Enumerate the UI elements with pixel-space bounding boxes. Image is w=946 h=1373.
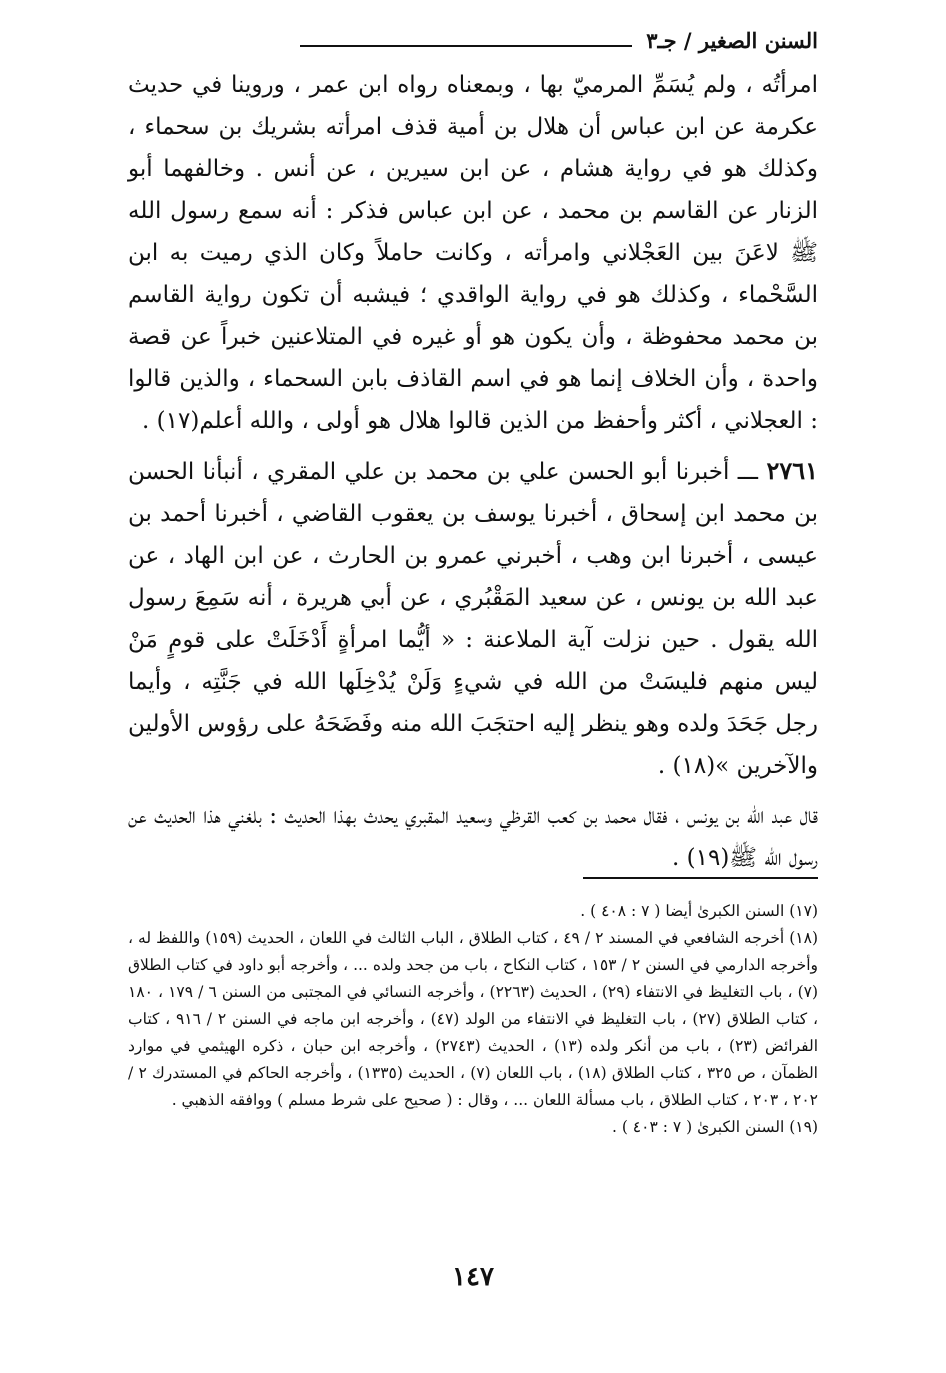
hadith-text: ـــ أخبرنا أبو الحسن علي بن محمد بن علي المقري ، أنبأنا الحسن بن محمد ابن إسحاق ، أخبرنا يوسف بن يعقوب القاضي ، أخبرنا أحمد بن عيسى ، أخبرنا ابن وهب ، أخبرني عمرو بن الحارث ، عن ابن الهاد ، عن عبد الله بن يونس ، عن سعيد المَقْبُري ، عن أبي هريرة ، أنه سَمِعَ رسول الله يقول . حين نزلت آية الملاعنة : « أيُّما امرأةٍ أَدْخَلَتْ على قومٍ مَنْ ليس منهم فليسَتْ من الله في شيءٍ وَلَنْ يُدْخِلَها الله في جَنَّتِه ، وأيما رجل جَحَدَ ولده وهو ينظر إليه احتجَبَ الله منه وفَضَحَهُ على رؤوس الأولين والآخرين »(١٨) . <box>128 459 818 779</box>
running-header <box>300 28 818 53</box>
header-rule <box>300 45 632 47</box>
footnote-18: (١٨) أخرجه الشافعي في المسند ٢ / ٤٩ ، كتاب الطلاق ، الباب الثالث في اللعان ، الحديث (١٥٩) واللفظ له ، وأخرجه الدارمي في السنن ٢ / ١٥٣ ، كتاب النكاح ، باب من جحد ولده ... ، وأخرجه أبو داود في كتاب الطلاق (٧) ، باب التغليظ في الانتفاء (٢٩) ، الحديث (٢٢٦٣) ، وأخرجه النسائي في المجتبى من السنن ٦ / ١٧٩ ، ١٨٠ ، كتاب الطلاق (٢٧) ، باب التغليظ في الانتفاء من الولد (٤٧) ، وأخرجه ابن ماجه في السنن ٢ / ٩١٦ ، كتاب الفرائض (٢٣) ، باب من أنكر ولده (١٣) ، الحديث (٢٧٤٣) ، وأخرجه ابن حبان ، ذكره الهيثمي في موارد الظمآن ، ص ٣٢٥ ، كتاب الطلاق (١٨) ، باب اللعان (٧) ، الحديث (١٣٣٥) ، وأخرجه الحاكم في المستدرك ٢ / ٢٠٢ ، ٢٠٣ ، كتاب الطلاق ، باب مسألة اللعان ... ، وقال : ( صحيح على شرط مسلم ) ووافقه الذهبي . <box>128 929 819 1109</box>
footnotes <box>128 898 818 1141</box>
paragraph-3: قال عبد الله بن يونس ، فقال محمد بن كعب القرظي وسعيد المقبري يحدث بهذا الحديث : بلغني هذا الحديث عن رسول الله ﷺ(١٩) . <box>128 803 818 871</box>
page-number: ١٤٧ <box>452 1262 494 1292</box>
footnote-17: (١٧) السنن الكبرىٰ أيضا ( ٧ : ٤٠٨ ) . <box>580 902 818 920</box>
footnote-divider <box>583 877 818 879</box>
hadith-number: ٢٧٦١ <box>766 456 818 485</box>
footnote-19: (١٩) السنن الكبرىٰ ( ٧ : ٤٠٣ ) . <box>611 1118 818 1136</box>
paragraph-1: امرأتُه ، ولم يُسَمِّ المرميّ بها ، وبمعناه رواه ابن عمر ، وروينا في حديث عكرمة عن ابن عباس أن هلال بن أمية قذف امرأته بشريك بن سحماء ، وكذلك هو في رواية هشام ، عن ابن سيرين ، عن أنس . وخالفهما أبو الزنار عن القاسم بن محمد ، عن ابن عباس فذكر : أنه سمع رسول الله ﷺ لاعَنَ بين العَجْلاني وامرأته ، وكانت حاملاً وكان الذي رميت به ابن السَّحْماء ، وكذلك هو في رواية الواقدي ؛ فيشبه أن تكون رواية القاسم بن محمد محفوظة ، وأن يكون هو أو غيره في المتلاعنين خبراً عن قصة واحدة ، وأن الخلاف إنما هو في اسم القاذف بابن السحماء ، والذين قالوا : العجلاني ، أكثر وأحفظ من الذين قالوا هلال هو أولى ، والله أعلم(١٧) . <box>128 72 818 434</box>
header-title: السنن الصغير / جـ٣ <box>646 28 818 53</box>
main-text <box>128 64 818 887</box>
paragraph-2 <box>128 450 818 787</box>
